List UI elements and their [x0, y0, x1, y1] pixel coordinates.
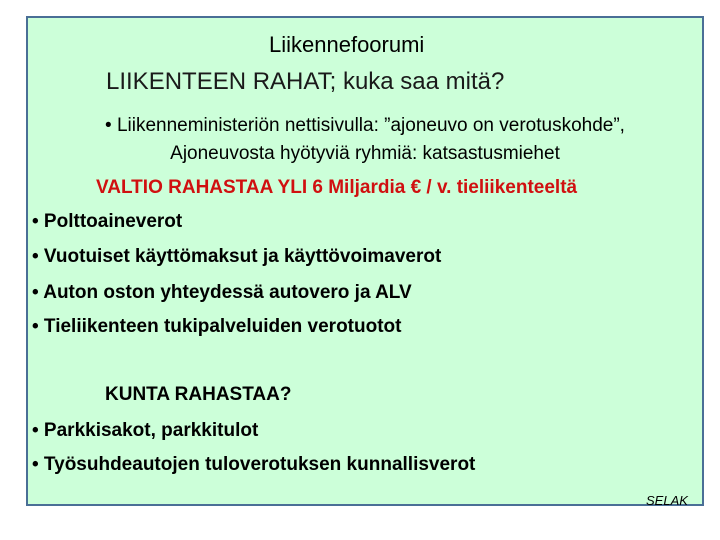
- list-item: • Polttoaineverot: [32, 211, 183, 232]
- slide: [26, 16, 704, 506]
- list-item: • Tieliikenteen tukipalveluiden verotuotot: [32, 316, 402, 337]
- municipal-heading: KUNTA RAHASTAA?: [105, 384, 292, 405]
- list-item: • Työsuhdeautojen tuloverotuksen kunnallisverot: [32, 454, 476, 475]
- list-item: • Parkkisakot, parkkitulot: [32, 420, 259, 441]
- list-item: • Vuotuiset käyttömaksut ja käyttövoimaverot: [32, 246, 442, 267]
- main-title: LIIKENTEEN RAHAT; kuka saa mitä?: [106, 68, 505, 95]
- forum-title: Liikennefoorumi: [269, 32, 425, 57]
- signature: SELAK: [646, 493, 688, 508]
- state-heading: VALTIO RAHASTAA YLI 6 Miljardia € / v. tieliikenteeltä: [96, 177, 578, 198]
- intro-line-1: • Liikenneministeriön nettisivulla: ”ajoneuvo on verotuskohde”,: [105, 115, 625, 136]
- list-item: • Auton oston yhteydessä autovero ja ALV: [32, 282, 412, 303]
- intro-line-2: Ajoneuvosta hyötyviä ryhmiä: katsastusmiehet: [170, 143, 560, 164]
